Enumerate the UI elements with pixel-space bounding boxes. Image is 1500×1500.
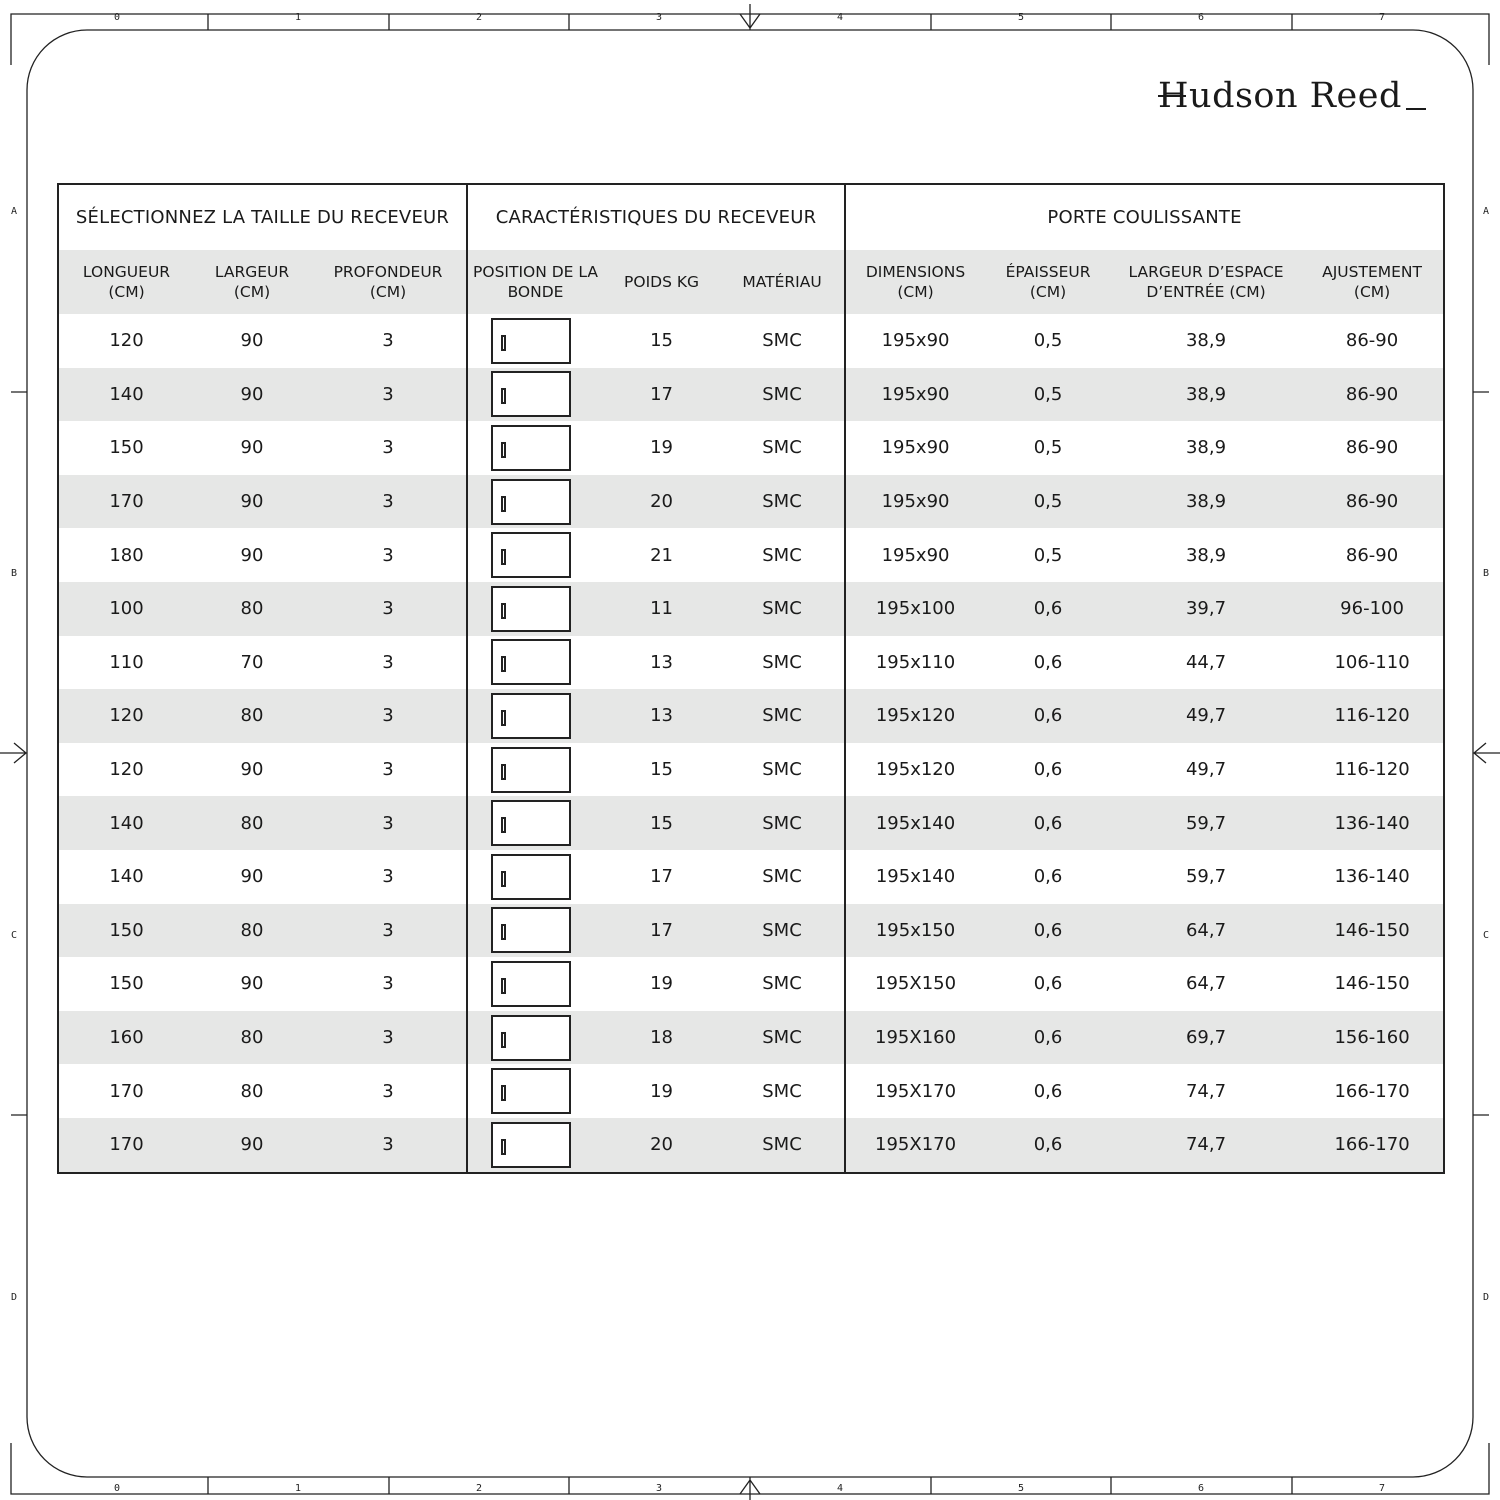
cell-poids: 11	[603, 582, 720, 636]
column-header-line: BONDE	[507, 283, 564, 301]
cell-position-bonde	[467, 421, 603, 475]
cell-largeur: 90	[194, 1118, 310, 1173]
tray-outline-icon	[491, 1068, 571, 1114]
cell-epaisseur: 0,6	[1033, 1080, 1063, 1102]
table-row	[58, 636, 1444, 690]
tray-outline-icon	[491, 961, 571, 1007]
ruler-row-label: D	[10, 1292, 18, 1303]
ruler-col-label: 3	[655, 12, 663, 23]
drain-icon	[501, 871, 506, 887]
cell-epaisseur: 0,6	[1033, 759, 1063, 781]
column-header-col-largeur-espace	[1111, 250, 1301, 314]
cell-epaisseur: 0,6	[1033, 651, 1063, 673]
drain-icon	[501, 924, 506, 940]
ruler-col-label: 2	[475, 12, 483, 23]
cell-dimensions: 195x110	[875, 651, 956, 673]
cell-profondeur: 3	[310, 582, 467, 636]
cell-espace: 64,7	[1185, 973, 1227, 995]
column-header-line: POIDS KG	[624, 273, 700, 291]
table-row	[58, 475, 1444, 529]
cell-profondeur: 3	[310, 314, 467, 368]
ruler-col-label: 1	[294, 12, 302, 23]
cell-profondeur: 3	[310, 528, 467, 582]
ruler-col-label: 6	[1197, 12, 1205, 23]
corner-bracket-tl	[11, 14, 64, 65]
cell-position-bonde	[467, 636, 603, 690]
cell-poids: 15	[650, 759, 673, 781]
cell-epaisseur: 0,6	[1033, 866, 1063, 888]
table-row	[58, 904, 1444, 958]
cell-largeur: 80	[194, 689, 310, 743]
cell-longueur: 140	[109, 866, 144, 888]
cell-ajustement: 86-90	[1345, 544, 1399, 566]
cell-longueur: 150	[109, 437, 144, 459]
cell-epaisseur: 0,5	[1033, 330, 1063, 352]
column-header-line: LARGEUR D’ESPACE	[1128, 263, 1284, 281]
cell-materiau: SMC	[720, 743, 845, 797]
cell-profondeur: 3	[310, 475, 467, 529]
cell-ajustement: 146-150	[1301, 904, 1444, 958]
drain-icon	[501, 549, 506, 565]
tray-outline-icon	[491, 371, 571, 417]
cell-materiau: SMC	[720, 957, 845, 1011]
cell-largeur: 80	[240, 1080, 264, 1102]
cell-ajustement: 166-170	[1334, 1080, 1410, 1102]
ruler-row-label: D	[1482, 1292, 1490, 1303]
cell-largeur: 90	[240, 544, 264, 566]
tray-outline-icon	[491, 800, 571, 846]
cell-dimensions: 195x100	[845, 582, 985, 636]
logo-mark-right	[1406, 108, 1426, 110]
cell-position-bonde	[467, 1011, 603, 1065]
cell-ajustement: 146-150	[1334, 973, 1410, 995]
cell-ajustement: 96-100	[1301, 582, 1444, 636]
cell-largeur: 80	[194, 904, 310, 958]
cell-espace: 38,9	[1111, 368, 1301, 422]
cell-longueur: 140	[58, 368, 194, 422]
cell-materiau: SMC	[720, 368, 845, 422]
cell-longueur: 170	[109, 1080, 144, 1102]
drain-icon	[501, 496, 506, 512]
cell-position-bonde	[467, 850, 603, 904]
cell-epaisseur: 0,6	[985, 1011, 1111, 1065]
cell-epaisseur: 0,6	[985, 904, 1111, 958]
table-row	[58, 528, 1444, 582]
cell-espace: 38,9	[1111, 475, 1301, 529]
ruler-col-label: 7	[1378, 12, 1386, 23]
ruler-col-label: 4	[836, 12, 844, 23]
tray-outline-icon	[491, 425, 571, 471]
drain-icon	[501, 1139, 506, 1155]
tray-outline-icon	[491, 747, 571, 793]
cell-poids: 18	[603, 1011, 720, 1065]
cell-epaisseur: 0,6	[985, 796, 1111, 850]
ruler-col-label: 6	[1197, 1483, 1205, 1494]
cell-position-bonde	[467, 796, 603, 850]
column-header-col-poids	[603, 250, 720, 314]
drain-icon	[501, 764, 506, 780]
cell-ajustement: 136-140	[1334, 866, 1410, 888]
cell-position-bonde	[467, 582, 603, 636]
column-header-line: (CM)	[369, 283, 407, 301]
column-header-col-epaisseur	[985, 250, 1111, 314]
cell-profondeur: 3	[310, 636, 467, 690]
cell-dimensions: 195x90	[881, 437, 950, 459]
cell-materiau: SMC	[720, 689, 845, 743]
corner-bracket-tr	[1436, 14, 1489, 65]
table-row	[58, 957, 1444, 1011]
cell-dimensions: 195x140	[845, 796, 985, 850]
cell-materiau: SMC	[720, 636, 845, 690]
tray-outline-icon	[491, 907, 571, 953]
cell-ajustement: 86-90	[1345, 437, 1399, 459]
cell-position-bonde	[467, 528, 603, 582]
cell-ajustement: 86-90	[1345, 330, 1399, 352]
cell-dimensions: 195x90	[881, 330, 950, 352]
cell-materiau: SMC	[720, 1064, 845, 1118]
cell-profondeur: 3	[310, 1118, 467, 1173]
cell-largeur: 90	[194, 368, 310, 422]
column-header-line: LARGEUR	[214, 263, 290, 281]
cell-poids: 17	[650, 866, 673, 888]
cell-espace: 74,7	[1185, 1080, 1227, 1102]
cell-largeur: 70	[240, 651, 264, 673]
group-header-size: SÉLECTIONNEZ LA TAILLE DU RECEVEUR	[58, 184, 467, 250]
cell-largeur: 80	[194, 1011, 310, 1065]
cell-profondeur: 3	[310, 850, 467, 904]
ruler-col-label: 0	[113, 12, 121, 23]
cell-longueur: 100	[58, 582, 194, 636]
tray-outline-icon	[491, 479, 571, 525]
cell-ajustement: 136-140	[1301, 796, 1444, 850]
cell-espace: 59,7	[1185, 866, 1227, 888]
cell-largeur: 90	[194, 475, 310, 529]
ruler-col-label: 5	[1017, 1483, 1025, 1494]
column-header-line: (CM)	[233, 283, 271, 301]
cell-epaisseur: 0,6	[985, 582, 1111, 636]
cell-profondeur: 3	[310, 689, 467, 743]
column-header-col-ajustement	[1301, 250, 1444, 314]
cell-profondeur: 3	[310, 796, 467, 850]
column-header-line: (CM)	[897, 283, 934, 301]
cell-epaisseur: 0,5	[1033, 437, 1063, 459]
group-header-characteristics: CARACTÉRISTIQUES DU RECEVEUR	[467, 184, 845, 250]
cell-ajustement: 166-170	[1301, 1118, 1444, 1173]
cell-dimensions: 195X160	[845, 1011, 985, 1065]
cell-longueur: 150	[109, 973, 144, 995]
ruler-row-label: A	[1482, 206, 1490, 217]
cell-materiau: SMC	[720, 582, 845, 636]
ruler-col-label: 0	[113, 1483, 121, 1494]
cell-dimensions: 195x90	[845, 475, 985, 529]
cell-espace: 49,7	[1111, 689, 1301, 743]
spec-table	[57, 183, 1445, 1174]
cell-profondeur: 3	[310, 368, 467, 422]
cell-longueur: 160	[58, 1011, 194, 1065]
cell-longueur: 120	[58, 689, 194, 743]
cell-profondeur: 3	[310, 421, 467, 475]
cell-dimensions: 195X150	[875, 973, 957, 995]
ruler-row-label: C	[1482, 930, 1490, 941]
cell-epaisseur: 0,6	[985, 689, 1111, 743]
ruler-row-label: A	[10, 206, 18, 217]
cell-epaisseur: 0,5	[1033, 544, 1063, 566]
cell-materiau: SMC	[720, 850, 845, 904]
cell-espace: 44,7	[1185, 651, 1227, 673]
center-mark-bottom	[740, 1477, 760, 1500]
column-header-line: PROFONDEUR	[333, 263, 443, 281]
tray-outline-icon	[491, 639, 571, 685]
cell-espace: 38,9	[1185, 330, 1227, 352]
cell-poids: 15	[650, 330, 673, 352]
group-header-row	[58, 184, 1444, 250]
cell-materiau: SMC	[720, 528, 845, 582]
tray-outline-icon	[491, 693, 571, 739]
cell-profondeur: 3	[310, 1064, 467, 1118]
cell-longueur: 180	[109, 544, 144, 566]
cell-poids: 13	[603, 689, 720, 743]
column-header-line: MATÉRIAU	[742, 273, 822, 291]
cell-materiau: SMC	[720, 475, 845, 529]
brand-logo: Hudson Reed	[1158, 76, 1402, 116]
cell-largeur: 80	[194, 796, 310, 850]
cell-espace: 49,7	[1185, 759, 1227, 781]
cell-profondeur: 3	[310, 957, 467, 1011]
drain-icon	[501, 335, 506, 351]
table-body	[58, 314, 1444, 1173]
cell-longueur: 150	[58, 904, 194, 958]
tray-outline-icon	[491, 854, 571, 900]
cell-dimensions: 195x140	[875, 866, 956, 888]
cell-longueur: 140	[58, 796, 194, 850]
cell-espace: 38,9	[1185, 544, 1227, 566]
cell-epaisseur: 0,5	[985, 368, 1111, 422]
table-row	[58, 1118, 1444, 1173]
column-header-line: (CM)	[108, 283, 145, 301]
column-header-line: DIMENSIONS	[865, 263, 966, 281]
table-row	[58, 689, 1444, 743]
tray-outline-icon	[491, 318, 571, 364]
table-row	[58, 582, 1444, 636]
tray-outline-icon	[491, 532, 571, 578]
tray-outline-icon	[491, 1015, 571, 1061]
cell-longueur: 170	[58, 475, 194, 529]
drain-icon	[501, 442, 506, 458]
center-mark-left	[0, 743, 27, 763]
drain-icon	[501, 656, 506, 672]
drain-icon	[501, 1085, 506, 1101]
column-header-col-largeur	[194, 250, 310, 314]
cell-profondeur: 3	[310, 743, 467, 797]
cell-ajustement: 116-120	[1334, 759, 1410, 781]
center-mark-top	[740, 4, 760, 30]
cell-largeur: 90	[240, 866, 264, 888]
ruler-col-label: 1	[294, 1483, 302, 1494]
cell-epaisseur: 0,5	[985, 475, 1111, 529]
cell-largeur: 90	[240, 973, 264, 995]
ruler-col-label: 7	[1378, 1483, 1386, 1494]
ruler-col-label: 4	[836, 1483, 844, 1494]
column-header-col-dimensions	[845, 250, 985, 314]
table-row	[58, 1011, 1444, 1065]
drain-icon	[501, 978, 506, 994]
column-header-line: AJUSTEMENT	[1322, 263, 1422, 281]
drain-icon	[501, 710, 506, 726]
ruler-row-label: B	[1482, 568, 1490, 579]
cell-longueur: 170	[58, 1118, 194, 1173]
cell-poids: 20	[603, 475, 720, 529]
cell-materiau: SMC	[720, 314, 845, 368]
table-row	[58, 1064, 1444, 1118]
cell-epaisseur: 0,6	[985, 1118, 1111, 1173]
cell-dimensions: 195x120	[875, 759, 956, 781]
cell-position-bonde	[467, 904, 603, 958]
ruler-row-label: B	[10, 568, 18, 579]
cell-ajustement: 86-90	[1301, 368, 1444, 422]
cell-ajustement: 86-90	[1301, 475, 1444, 529]
cell-materiau: SMC	[720, 1118, 845, 1173]
cell-ajustement: 106-110	[1334, 651, 1410, 673]
ruler-col-label: 3	[655, 1483, 663, 1494]
drain-icon	[501, 817, 506, 833]
cell-position-bonde	[467, 957, 603, 1011]
drain-icon	[501, 603, 506, 619]
column-header-col-materiau	[720, 250, 845, 314]
group-header-sliding-door: PORTE COULISSANTE	[1047, 207, 1242, 228]
table-row	[58, 314, 1444, 368]
drain-icon	[501, 1032, 506, 1048]
column-header-line: POSITION DE LA	[473, 263, 598, 281]
cell-poids: 17	[603, 368, 720, 422]
cell-ajustement: 116-120	[1301, 689, 1444, 743]
column-header-row	[58, 250, 1444, 314]
table-row	[58, 368, 1444, 422]
cell-largeur: 90	[240, 759, 264, 781]
cell-position-bonde	[467, 368, 603, 422]
cell-materiau: SMC	[720, 421, 845, 475]
cell-position-bonde	[467, 1118, 603, 1173]
cell-dimensions: 195X170	[845, 1118, 985, 1173]
cell-poids: 13	[650, 651, 673, 673]
cell-longueur: 120	[109, 759, 144, 781]
cell-espace: 59,7	[1111, 796, 1301, 850]
cell-espace: 64,7	[1111, 904, 1301, 958]
cell-largeur: 90	[240, 330, 264, 352]
column-header-line: D’ENTRÉE (CM)	[1146, 283, 1266, 301]
table-row	[58, 743, 1444, 797]
column-header-col-profondeur	[310, 250, 467, 314]
cell-largeur: 90	[240, 437, 264, 459]
cell-position-bonde	[467, 475, 603, 529]
cell-position-bonde	[467, 743, 603, 797]
ruler-col-label: 2	[475, 1483, 483, 1494]
cell-ajustement: 156-160	[1301, 1011, 1444, 1065]
table-row	[58, 421, 1444, 475]
cell-poids: 19	[650, 437, 673, 459]
tray-outline-icon	[491, 586, 571, 632]
cell-poids: 17	[603, 904, 720, 958]
cell-poids: 15	[603, 796, 720, 850]
cell-dimensions: 195x120	[845, 689, 985, 743]
cell-position-bonde	[467, 314, 603, 368]
cell-poids: 21	[650, 544, 673, 566]
column-header-line: ÉPAISSEUR	[1005, 263, 1091, 281]
tray-outline-icon	[491, 1122, 571, 1168]
cell-position-bonde	[467, 689, 603, 743]
cell-longueur: 120	[109, 330, 144, 352]
cell-poids: 19	[650, 1080, 673, 1102]
cell-dimensions: 195x90	[881, 544, 950, 566]
cell-espace: 69,7	[1111, 1011, 1301, 1065]
cell-espace: 39,7	[1111, 582, 1301, 636]
cell-materiau: SMC	[720, 1011, 845, 1065]
table-row	[58, 850, 1444, 904]
column-header-line: (CM)	[1353, 283, 1391, 301]
cell-espace: 38,9	[1185, 437, 1227, 459]
cell-largeur: 80	[194, 582, 310, 636]
ruler-row-label: C	[10, 930, 18, 941]
cell-longueur: 110	[109, 651, 144, 673]
center-mark-right	[1473, 743, 1500, 763]
cell-dimensions: 195x150	[845, 904, 985, 958]
cell-dimensions: 195x90	[845, 368, 985, 422]
column-header-col-longueur	[58, 250, 194, 314]
cell-position-bonde	[467, 1064, 603, 1118]
cell-materiau: SMC	[720, 904, 845, 958]
cell-poids: 19	[650, 973, 673, 995]
cell-dimensions: 195X170	[875, 1080, 957, 1102]
column-header-col-position-bonde	[467, 250, 603, 314]
ruler-col-label: 5	[1017, 12, 1025, 23]
cell-espace: 74,7	[1111, 1118, 1301, 1173]
column-header-line: (CM)	[1029, 283, 1067, 301]
cell-epaisseur: 0,6	[1033, 973, 1063, 995]
cell-materiau: SMC	[720, 796, 845, 850]
table-row	[58, 796, 1444, 850]
column-header-line: LONGUEUR	[82, 263, 171, 281]
cell-profondeur: 3	[310, 904, 467, 958]
drain-icon	[501, 388, 506, 404]
cell-profondeur: 3	[310, 1011, 467, 1065]
cell-poids: 20	[603, 1118, 720, 1173]
